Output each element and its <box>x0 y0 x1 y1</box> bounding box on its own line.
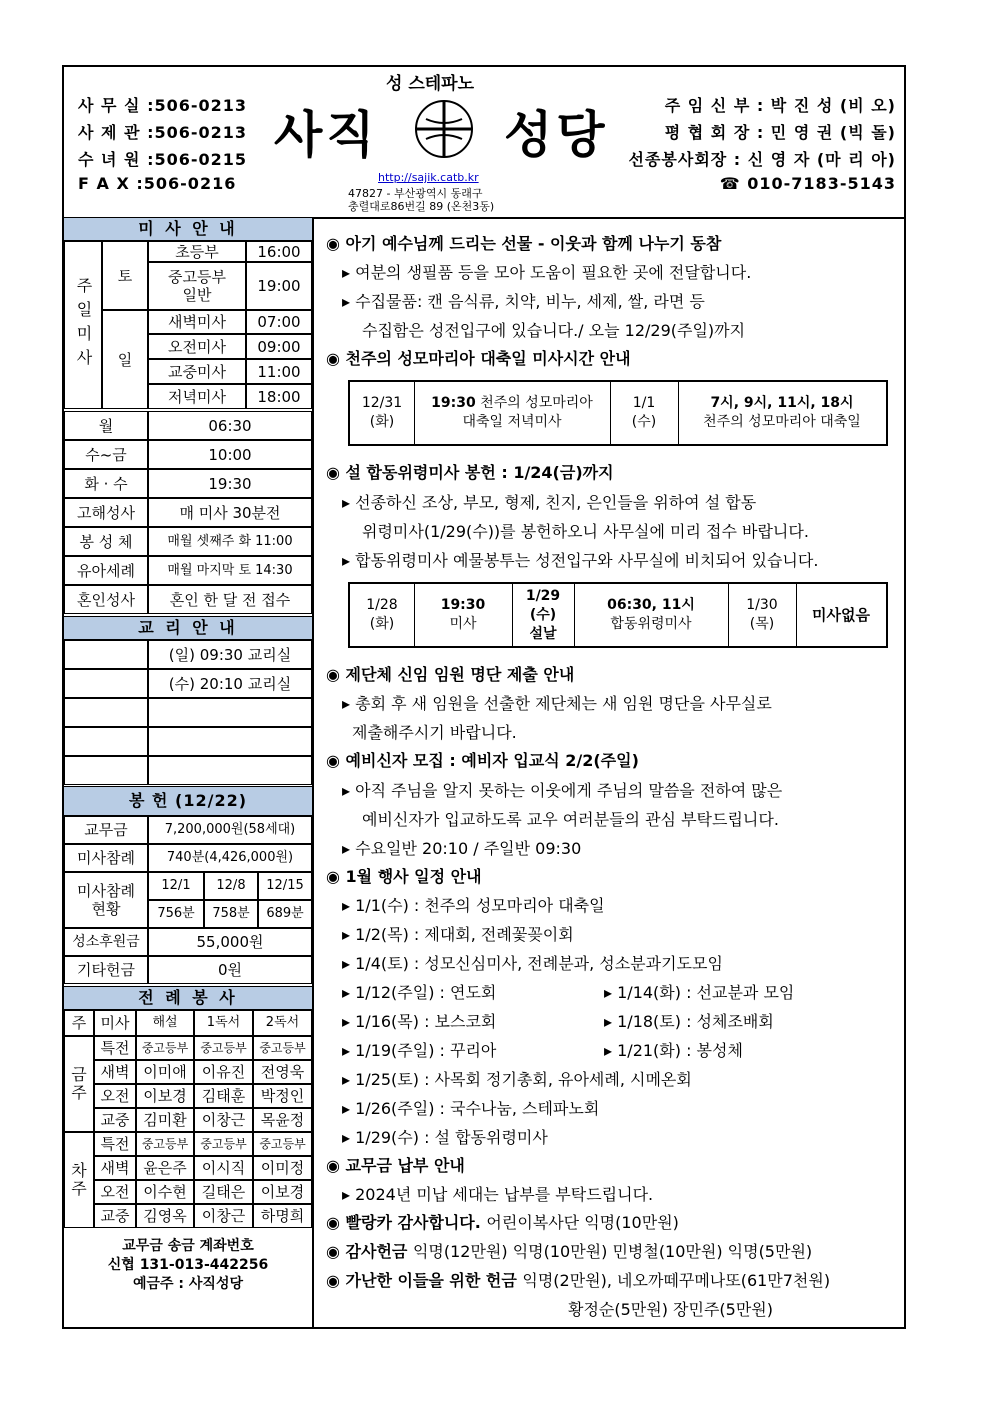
marriage-time: 혼인 한 달 전 접수 <box>148 585 312 614</box>
attendance-count: 756분 <box>148 900 204 928</box>
schedule-item: ▸ 1/14(화) : 선교분과 모임 <box>604 983 795 1002</box>
contact-fax: F A X :506-0216 <box>78 174 237 193</box>
liturgy-header: 주 <box>64 1010 94 1036</box>
offering-value: 7,200,000원(58세대) <box>148 816 312 844</box>
mass-time: 16:00 <box>246 241 312 262</box>
liturgy-cell: 하명희 <box>253 1204 312 1228</box>
marriage-label: 혼인성사 <box>64 585 148 614</box>
liturgy-cell: 특전 <box>94 1132 136 1156</box>
mass-time: 11:00 <box>246 359 312 384</box>
staff-council-president: 평 협 회 장 : 민 영 권 (빅 돌) <box>664 123 896 142</box>
schedule-item: ▸ 1/19(주일) : 꾸리아 <box>342 1041 497 1060</box>
notice-bullet: ▸ 아직 주님을 알지 못하는 이웃에게 주님의 말씀을 전하여 많은 <box>342 781 783 800</box>
liturgy-cell: 중고등부 <box>194 1132 253 1156</box>
saturday-label: 토 <box>102 241 148 310</box>
weekday-mass-time: 10:00 <box>148 440 312 469</box>
liturgy-header: 해설 <box>136 1010 194 1036</box>
attendance-status-label: 미사참례 현황 <box>64 872 148 928</box>
notice-thanks-offering: ◉ 감사헌금 익명(12만원) 익명(10만원) 민병철(10만원) 익명(5만원) <box>326 1242 813 1261</box>
header <box>64 67 904 219</box>
infant-baptism-time: 매월 마지막 토 14:30 <box>148 556 312 585</box>
offering-value: 740분(4,426,000원) <box>148 844 312 872</box>
liturgy-header: 미사 <box>94 1010 136 1036</box>
catechism-row-left <box>64 727 148 756</box>
notice-bullet: ▸ 여분의 생필품 등을 모아 도움이 필요한 곳에 전달합니다. <box>342 263 752 282</box>
liturgy-cell: 이시직 <box>194 1156 253 1180</box>
notice-poor-offering-cont: 황정순(5만원) 장민주(5만원) <box>568 1300 773 1319</box>
notices-column <box>314 217 904 1327</box>
schedule-item: ▸ 1/21(화) : 봉성체 <box>604 1041 743 1060</box>
mass-name: 초등부 <box>148 241 246 262</box>
notice-title: ◉ 설 합동위령미사 봉헌 : 1/24(금)까지 <box>326 463 614 482</box>
catechism-row: (수) 20:10 교리실 <box>148 669 312 698</box>
box-date: 12/31 (화) <box>350 382 415 444</box>
mass-time: 18:00 <box>246 384 312 409</box>
sunday-mass-label: 주일미사 <box>64 241 102 409</box>
notice-title: ◉ 아기 예수님께 드리는 선물 - 이웃과 함께 나누기 동참 <box>326 234 722 253</box>
liturgy-cell: 오전 <box>94 1180 136 1204</box>
liturgy-cell: 중고등부 <box>253 1036 312 1060</box>
attendance-date: 12/8 <box>204 872 258 900</box>
attendance-date: 12/1 <box>148 872 204 900</box>
box-date: 1/1 (수) <box>610 382 679 444</box>
liturgy-cell: 이유진 <box>194 1060 253 1084</box>
liturgy-cell: 새벽 <box>94 1156 136 1180</box>
liturgy-cell: 윤은주 <box>136 1156 194 1180</box>
staff-pastor: 주 임 신 부 : 박 진 성 (비 오) <box>664 96 896 115</box>
liturgy-cell: 김영옥 <box>136 1204 194 1228</box>
mass-time: 07:00 <box>246 310 312 334</box>
mass-section-title: 미 사 안 내 <box>64 217 312 241</box>
schedule-item: ▸ 1/4(토) : 성모신심미사, 전례분과, 성소분과기도모임 <box>342 954 723 973</box>
notice-bullet: 제출해주시기 바랍니다. <box>352 723 517 742</box>
contact-convent: 수 녀 원 :506-0215 <box>78 150 248 169</box>
offering-name: 교무금 <box>64 816 148 844</box>
catechism-section-title: 교 리 안 내 <box>64 616 312 640</box>
catechism-row <box>148 727 312 756</box>
catechism-row-left <box>64 698 148 727</box>
notice-title: ◉ 1월 행사 일정 안내 <box>326 867 482 886</box>
left-column <box>64 217 314 1327</box>
website-link[interactable]: http://sajik.catb.kr <box>378 171 479 184</box>
schedule-item: ▸ 1/18(토) : 성체조배회 <box>604 1012 774 1031</box>
offering-value: 0원 <box>148 956 312 984</box>
box-mass: 19:30 미사 <box>414 584 513 646</box>
address: 47827 - 부산광역시 동래구 충렬대로86번길 89 (온천3동) <box>348 187 495 213</box>
notice-title: ◉ 제단체 신임 임원 명단 제출 안내 <box>326 665 575 684</box>
notice-bullet: 위령미사(1/29(수))를 봉헌하오니 사무실에 미리 접수 바랍니다. <box>362 522 809 541</box>
notice-bullet: ▸ 수집물품: 캔 음식류, 치약, 비누, 세제, 쌀, 라면 등 <box>342 292 705 311</box>
confession-time: 매 미사 30분전 <box>148 498 312 527</box>
liturgy-cell: 목윤정 <box>253 1108 312 1132</box>
notice-poor-offering: ◉ 가난한 이들을 위한 헌금 익명(2만원), 네오까떼꾸메나또(61만7천원) <box>326 1271 831 1290</box>
sunday-label: 일 <box>102 310 148 409</box>
liturgy-cell: 교중 <box>94 1108 136 1132</box>
schedule-item: ▸ 1/29(수) : 설 합동위령미사 <box>342 1128 548 1147</box>
notice-bullet: ▸ 수요일반 20:10 / 주일반 09:30 <box>342 839 582 858</box>
bulletin-frame <box>62 65 906 1329</box>
attendance-count: 689분 <box>258 900 312 928</box>
brand-subtitle: 성 스테파노 <box>386 74 475 94</box>
infant-baptism-label: 유아세례 <box>64 556 148 585</box>
schedule-item: ▸ 1/16(목) : 보스코회 <box>342 1012 497 1031</box>
liturgy-cell: 교중 <box>94 1204 136 1228</box>
church-logo-icon <box>412 97 476 161</box>
liturgy-cell: 이창근 <box>194 1108 253 1132</box>
liturgy-cell: 박정인 <box>253 1084 312 1108</box>
box-no-mass: 미사없음 <box>812 605 870 624</box>
box-mass: 06:30, 11시 합동위령미사 <box>574 584 729 646</box>
notice-title: ◉ 천주의 성모마리아 대축일 미사시간 안내 <box>326 349 631 368</box>
brand-name-right: 성당 <box>504 106 609 164</box>
notice-bullet: 예비신자가 입교하도록 교우 여러분들의 관심 부탁드립니다. <box>362 810 779 829</box>
notice-bullet: ▸ 선종하신 조상, 부모, 형제, 친지, 은인들을 위하여 설 합동 <box>342 493 757 512</box>
liturgy-header: 1독서 <box>194 1010 253 1036</box>
liturgy-cell: 특전 <box>94 1036 136 1060</box>
notice-bullet: ▸ 합동위령미사 예물봉투는 성전입구와 사무실에 비치되어 있습니다. <box>342 551 819 570</box>
liturgy-cell: 중고등부 <box>194 1036 253 1060</box>
offering-value: 55,000원 <box>148 928 312 956</box>
box-date: 1/29 (수) 설날 <box>512 584 575 646</box>
weekday-mass-name: 화 · 수 <box>64 469 148 498</box>
mass-name: 새벽미사 <box>148 310 246 334</box>
schedule-item: ▸ 1/26(주일) : 국수나눔, 스테파노회 <box>342 1099 600 1118</box>
schedule-item: ▸ 1/12(주일) : 연도회 <box>342 983 497 1002</box>
box-date: 1/30 (목) <box>728 584 797 646</box>
staff-funeral-service-head: 선종봉사회장 : 신 영 자 (마 리 아) <box>628 150 896 169</box>
catechism-row <box>148 756 312 785</box>
catechism-row-left <box>64 756 148 785</box>
liturgy-week-label: 금 주 <box>64 1036 94 1132</box>
mass-name: 오전미사 <box>148 334 246 359</box>
box-mass: 7시, 9시, 11시, 18시 천주의 성모마리아 대축일 <box>703 395 861 430</box>
liturgy-cell: 이보경 <box>136 1084 194 1108</box>
notice-title: ◉ 교무금 납부 안내 <box>326 1156 465 1175</box>
liturgy-cell: 오전 <box>94 1084 136 1108</box>
liturgy-header: 2독서 <box>253 1010 312 1036</box>
notice-bullet: ▸ 2024년 미납 세대는 납부를 부탁드립니다. <box>342 1185 654 1204</box>
attendance-count: 758분 <box>204 900 258 928</box>
box-mass: 19:30 천주의 성모마리아 대축일 저녁미사 <box>414 382 611 444</box>
offering-name: 성소후원금 <box>64 928 148 956</box>
staff-phone: ☎ 010-7183-5143 <box>719 174 896 193</box>
liturgy-cell: 김미환 <box>136 1108 194 1132</box>
liturgy-cell: 중고등부 <box>136 1132 194 1156</box>
offering-name: 기타헌금 <box>64 956 148 984</box>
notice-title: ◉ 예비신자 모집 : 예비자 입교식 2/2(주일) <box>326 751 639 770</box>
liturgy-cell: 전영욱 <box>253 1060 312 1084</box>
schedule-item: ▸ 1/2(목) : 제대회, 전례꽃꽂이회 <box>342 925 574 944</box>
catechism-row-left <box>64 640 148 669</box>
weekday-mass-time: 06:30 <box>148 411 312 440</box>
mass-time: 19:00 <box>246 262 312 310</box>
memorial-mass-box <box>348 582 888 648</box>
confession-label: 고해성사 <box>64 498 148 527</box>
schedule-item: ▸ 1/25(토) : 사목회 정기총회, 유아세례, 시메온회 <box>342 1070 692 1089</box>
brand-name-left: 사직 <box>274 106 379 164</box>
liturgy-cell: 이보경 <box>253 1180 312 1204</box>
schedule-item: ▸ 1/1(수) : 천주의 성모마리아 대축일 <box>342 896 605 915</box>
catechism-row: (일) 09:30 교리실 <box>148 640 312 669</box>
box-date: 1/28 (화) <box>350 584 415 646</box>
weekday-mass-name: 수~금 <box>64 440 148 469</box>
mass-time: 09:00 <box>246 334 312 359</box>
account-info: 교무금 송금 계좌번호 신협 131-013-442256 예금주 : 사직성당 <box>107 1238 269 1292</box>
mass-time-box <box>348 380 888 446</box>
liturgy-cell: 중고등부 <box>136 1036 194 1060</box>
contact-rectory: 사 제 관 :506-0213 <box>78 123 248 142</box>
liturgy-cell: 중고등부 <box>253 1132 312 1156</box>
liturgy-cell: 이창근 <box>194 1204 253 1228</box>
weekday-mass-time: 19:30 <box>148 469 312 498</box>
notice-bullet: ▸ 총회 후 새 임원을 선출한 제단체는 새 임원 명단을 사무실로 <box>342 694 772 713</box>
notice-thanks: ◉ 빨랑카 감사합니다. 어린이복사단 익명(10만원) <box>326 1213 679 1232</box>
weekday-mass-name: 월 <box>64 411 148 440</box>
liturgy-cell: 이수현 <box>136 1180 194 1204</box>
liturgy-cell: 이미정 <box>253 1156 312 1180</box>
catechism-row-left <box>64 669 148 698</box>
communion-visit-label: 봉 성 체 <box>64 527 148 556</box>
liturgy-week-label: 차 주 <box>64 1132 94 1228</box>
contact-office: 사 무 실 :506-0213 <box>78 96 248 115</box>
mass-name: 저녁미사 <box>148 384 246 409</box>
offering-name: 미사참례 <box>64 844 148 872</box>
offering-section-title: 봉 헌 (12/22) <box>64 786 312 816</box>
liturgy-cell: 길태은 <box>194 1180 253 1204</box>
catechism-row <box>148 698 312 727</box>
liturgy-section-title: 전 례 봉 사 <box>64 986 312 1010</box>
notice-bullet: 수집함은 성전입구에 있습니다./ 오늘 12/29(주일)까지 <box>362 321 746 340</box>
mass-name: 교중미사 <box>148 359 246 384</box>
attendance-date: 12/15 <box>258 872 312 900</box>
liturgy-cell: 새벽 <box>94 1060 136 1084</box>
liturgy-cell: 이미애 <box>136 1060 194 1084</box>
communion-visit-time: 매월 셋째주 화 11:00 <box>148 527 312 556</box>
liturgy-cell: 김태훈 <box>194 1084 253 1108</box>
mass-name: 중고등부 일반 <box>148 262 246 310</box>
